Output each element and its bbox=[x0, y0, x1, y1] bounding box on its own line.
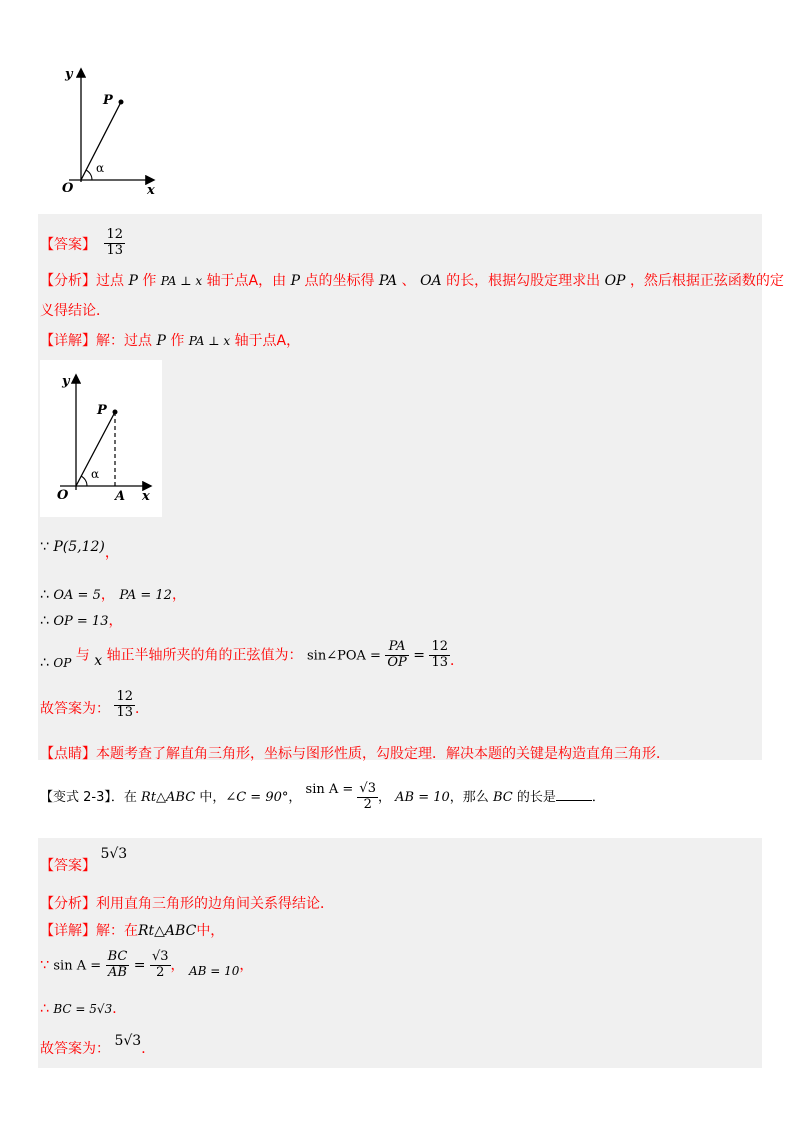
detail-text: 轴于点A， bbox=[234, 333, 301, 349]
detail-text: 解：在 bbox=[96, 923, 138, 939]
step-text: 与 bbox=[75, 647, 90, 664]
alpha-label: α bbox=[91, 467, 100, 481]
answer-blank bbox=[556, 788, 592, 801]
final-fraction bbox=[114, 690, 135, 721]
denominator: OP bbox=[387, 654, 407, 670]
analysis-text: 义得结论． bbox=[40, 303, 110, 319]
alpha-label: α bbox=[96, 161, 105, 175]
therefore-symbol: ∴ bbox=[40, 587, 49, 603]
punct: ． bbox=[591, 789, 605, 805]
analysis-text: ，然后根据正弦函数的定 bbox=[629, 273, 784, 289]
punct: ， bbox=[170, 957, 185, 974]
punct: ， bbox=[171, 587, 186, 603]
math-sin-poa: sin∠POA = bbox=[307, 648, 381, 664]
punct: ， bbox=[288, 789, 302, 805]
final-value: 5√3 bbox=[114, 1033, 142, 1049]
math-bc: BC bbox=[492, 789, 513, 805]
punct: ． bbox=[112, 1001, 127, 1017]
question-text: ，那么 bbox=[449, 789, 489, 805]
denominator: 2 bbox=[357, 797, 378, 813]
fraction-pa-op bbox=[385, 640, 408, 671]
math-bc-value: BC = 5√3 bbox=[53, 1002, 113, 1016]
coordinate-figure-1 bbox=[55, 62, 170, 197]
analysis-line-p2 bbox=[40, 893, 334, 913]
analysis-text: 点的坐标得 bbox=[304, 273, 375, 289]
answer-line-1 bbox=[40, 228, 125, 259]
therefore-symbol: ∴ bbox=[40, 655, 49, 672]
math-pa: PA bbox=[378, 273, 398, 289]
numerator: √3 bbox=[359, 781, 376, 796]
numerator: √3 bbox=[151, 949, 169, 964]
question-text: ．在 bbox=[110, 789, 137, 805]
math-p: P bbox=[156, 333, 166, 349]
math-point-p: P(5,12) bbox=[53, 539, 105, 555]
point-p bbox=[113, 410, 118, 415]
math-op: OP bbox=[53, 656, 72, 671]
fraction-sqrt3-2 bbox=[357, 782, 378, 813]
angle-arc bbox=[81, 476, 87, 486]
question-text: 的长是 bbox=[516, 789, 556, 805]
fraction-12-13 bbox=[429, 640, 450, 671]
numerator: PA bbox=[388, 639, 406, 654]
step-text: 轴正半轴所夹的角的正弦值为： bbox=[106, 647, 303, 664]
p-label: P bbox=[97, 403, 107, 418]
punct: ． bbox=[135, 701, 149, 718]
math-triangle: Rt△ABC bbox=[138, 923, 197, 939]
equals: = bbox=[133, 957, 146, 974]
analysis-line-1 bbox=[40, 270, 784, 290]
detail-line-1 bbox=[40, 330, 300, 350]
therefore-symbol: ∴ bbox=[40, 613, 49, 629]
punct: ， bbox=[377, 789, 391, 805]
numerator: 12 bbox=[431, 639, 448, 654]
punct: ， bbox=[239, 957, 254, 974]
math-ab: AB = 10 bbox=[395, 789, 450, 805]
punct: ． bbox=[141, 1041, 156, 1057]
step-p2-1 bbox=[40, 950, 253, 981]
denominator: 13 bbox=[116, 704, 133, 720]
answer-denominator: 13 bbox=[106, 242, 123, 258]
punct: ， bbox=[104, 545, 119, 561]
analysis-text: 轴于点A，由 bbox=[206, 273, 287, 289]
math-perp: PA ⊥ x bbox=[160, 274, 203, 288]
analysis-tag: 【分析】 bbox=[40, 896, 96, 912]
final-label: 故答案为： bbox=[40, 1041, 110, 1057]
because-symbol: ∵ bbox=[40, 957, 49, 974]
math-oa: OA = 5 bbox=[53, 588, 101, 603]
analysis-text: 、 bbox=[401, 273, 416, 289]
question-text: 中， bbox=[199, 789, 226, 805]
origin-label: O bbox=[57, 488, 69, 503]
comment-tag: 【点睛】 bbox=[40, 746, 96, 762]
math-angle-c: ∠C = 90° bbox=[225, 789, 289, 805]
analysis-text: 利用直角三角形的边角间关系得结论． bbox=[96, 896, 334, 912]
origin-label: O bbox=[62, 181, 74, 196]
answer-tag: 【答案】 bbox=[40, 237, 96, 254]
punct: ． bbox=[449, 653, 464, 670]
fraction-sqrt3-2 bbox=[150, 950, 171, 981]
math-op: OP = 13 bbox=[53, 614, 109, 629]
final-label: 故答案为： bbox=[40, 701, 110, 718]
answer-tag: 【答案】 bbox=[40, 858, 96, 874]
equals: = bbox=[413, 647, 425, 664]
math-pa: PA = 12 bbox=[119, 588, 172, 603]
analysis-tag: 【分析】 bbox=[40, 273, 96, 289]
fraction-bc-ab bbox=[106, 950, 130, 981]
math-x: x bbox=[94, 653, 103, 670]
answer-value: 5√3 bbox=[100, 846, 128, 862]
step-p2-2 bbox=[40, 998, 126, 1018]
step-3 bbox=[40, 610, 122, 630]
detail-line-p2 bbox=[40, 920, 224, 940]
numerator: BC bbox=[107, 949, 128, 964]
point-p bbox=[119, 100, 124, 105]
denominator: AB bbox=[106, 965, 130, 981]
y-label: y bbox=[62, 374, 70, 389]
math-triangle: Rt△ABC bbox=[141, 789, 196, 805]
therefore-symbol: ∴ bbox=[40, 1001, 49, 1017]
punct: ， bbox=[100, 587, 115, 603]
denominator: 2 bbox=[150, 965, 171, 981]
detail-text: 解：过点 bbox=[96, 333, 152, 349]
detail-text: 中， bbox=[196, 923, 225, 939]
math-sin-a: sin A = bbox=[305, 781, 354, 797]
answer-fraction bbox=[104, 228, 125, 259]
step-1 bbox=[40, 536, 119, 561]
analysis-line-2 bbox=[40, 300, 110, 320]
denominator: 13 bbox=[431, 654, 448, 670]
math-sin-a: sin A = bbox=[53, 958, 102, 974]
numerator: 12 bbox=[116, 689, 133, 704]
final-answer-2 bbox=[40, 1030, 156, 1057]
math-op: OP bbox=[604, 273, 626, 289]
step-2 bbox=[40, 584, 186, 604]
comment-text: 本题考查了解直角三角形，坐标与图形性质，勾股定理．解决本题的关键是构造直角三角形． bbox=[96, 746, 670, 762]
math-oa: OA bbox=[420, 273, 442, 289]
angle-arc bbox=[86, 170, 92, 180]
final-answer-1 bbox=[40, 690, 149, 721]
question-2-3 bbox=[40, 782, 605, 813]
coordinate-figure-2 bbox=[42, 366, 162, 511]
detail-tag: 【详解】 bbox=[40, 333, 96, 349]
y-label: y bbox=[65, 67, 73, 82]
p-label: P bbox=[103, 93, 113, 108]
punct: ， bbox=[108, 613, 123, 629]
analysis-text: 的长，根据勾股定理求出 bbox=[446, 273, 601, 289]
math-p: P bbox=[128, 273, 138, 289]
answer-numerator: 12 bbox=[106, 227, 123, 242]
math-p: P bbox=[290, 273, 301, 289]
math-perp: PA ⊥ x bbox=[188, 334, 231, 348]
math-ab: AB = 10 bbox=[188, 964, 240, 979]
because-symbol: ∵ bbox=[40, 539, 49, 555]
step-4 bbox=[40, 640, 464, 671]
x-label: x bbox=[142, 489, 150, 504]
analysis-text: 过点 bbox=[96, 273, 124, 289]
detail-tag: 【详解】 bbox=[40, 923, 96, 939]
analysis-text: 作 bbox=[142, 273, 157, 289]
answer-line-2 bbox=[40, 843, 128, 874]
x-label: x bbox=[147, 183, 155, 197]
a-label: A bbox=[115, 489, 126, 504]
question-tag: 【变式 2-3】 bbox=[40, 789, 111, 805]
detail-text: 作 bbox=[170, 333, 185, 349]
comment-line bbox=[40, 743, 670, 763]
